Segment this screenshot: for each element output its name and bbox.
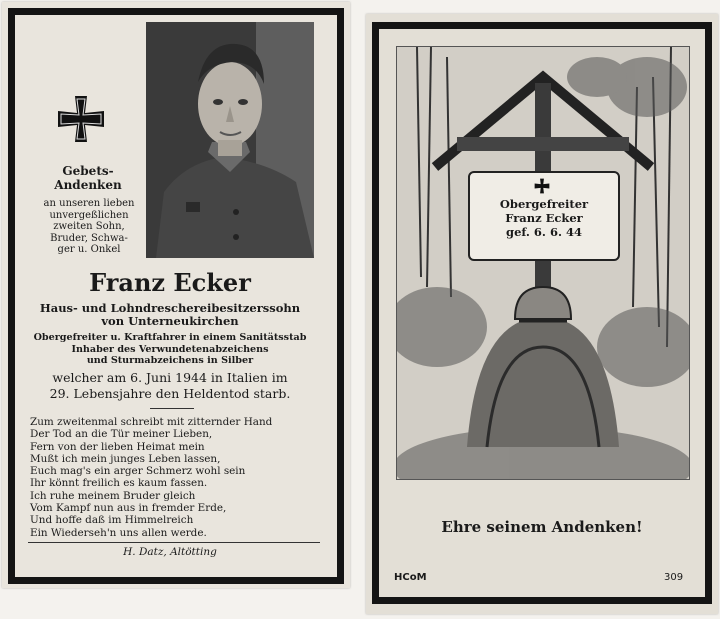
subtitle (20, 302, 320, 328)
poem-line: Euch mag's ein arger Schmerz wohl sein (30, 465, 246, 478)
iron-cross-icon (534, 178, 550, 194)
poem-line: Ihr könnt freilich es kaum fassen. (30, 477, 208, 490)
plaque-line: Obergefreiter (499, 197, 589, 211)
dedication-line: an unseren lieben (43, 198, 135, 209)
death-line: welcher am 6. Juni 1944 in Italien im (52, 370, 288, 385)
divider (150, 408, 194, 409)
publisher-mark: HCoM (394, 572, 427, 583)
death-notice (20, 370, 320, 402)
divider (28, 542, 320, 543)
soldier-portrait-photo (146, 22, 314, 258)
plaque-line: gef. 6. 6. 44 (506, 225, 582, 239)
grave-scene-drawing (397, 47, 689, 479)
poem-line: Ein Wiederseh'n uns allen werde. (30, 526, 207, 539)
rank-line: Obergefreiter u. Kraftfahrer in einem Sanitätsstab (33, 332, 307, 343)
card-number: 309 (664, 572, 684, 583)
gebets-andenken-heading (48, 164, 128, 192)
poem-line: Zum zweitenmal schreibt mit zitternder Hand (30, 416, 273, 428)
honor-caption: Ehre seinem Andenken! (441, 518, 643, 536)
rank-line: und Sturmabzeichens in Silber (86, 355, 254, 366)
grave-illustration (396, 46, 690, 480)
heading-line: Andenken (54, 178, 122, 192)
poem-line: Fern von der lieben Heimat mein (30, 440, 205, 453)
dedication-line: ger u. Onkel (57, 244, 121, 255)
plaque-line: Franz Ecker (505, 211, 583, 225)
dedication-line: Bruder, Schwa- (50, 232, 128, 244)
iron-cross-icon (56, 94, 106, 144)
poem-line: Mußt ich mein junges Leben lassen, (30, 452, 221, 465)
heading-line: Gebets- (62, 164, 114, 178)
poem-line: Vom Kampf nun aus in fremder Erde, (30, 502, 227, 515)
dedication-line: zweiten Sohn, (53, 221, 125, 232)
printer-credit: H. Datz, Altötting (123, 546, 217, 558)
memorial-poem (30, 416, 322, 539)
rank-description (20, 332, 320, 367)
dedication-line: unvergeßlichen (49, 209, 129, 221)
death-line: 29. Lebensjahre den Heldentod starb. (49, 386, 291, 401)
poem-line: Der Tod an die Tür meiner Lieben, (30, 428, 213, 441)
plaque-inscription (470, 197, 618, 239)
subtitle-line: Haus- und Lohndreschereibesitzerssohn (39, 301, 301, 315)
dedication-text (34, 198, 144, 256)
subtitle-line: von Unterneukirchen (101, 314, 239, 328)
poem-line: Und hoffe daß im Himmelreich (30, 514, 194, 527)
rank-line: Inhaber des Verwundetenabzeichens (71, 343, 269, 355)
deceased-name: Franz Ecker (89, 268, 251, 297)
portrait-drawing (146, 22, 314, 258)
poem-line: Ich ruhe meinem Bruder gleich (30, 489, 196, 502)
